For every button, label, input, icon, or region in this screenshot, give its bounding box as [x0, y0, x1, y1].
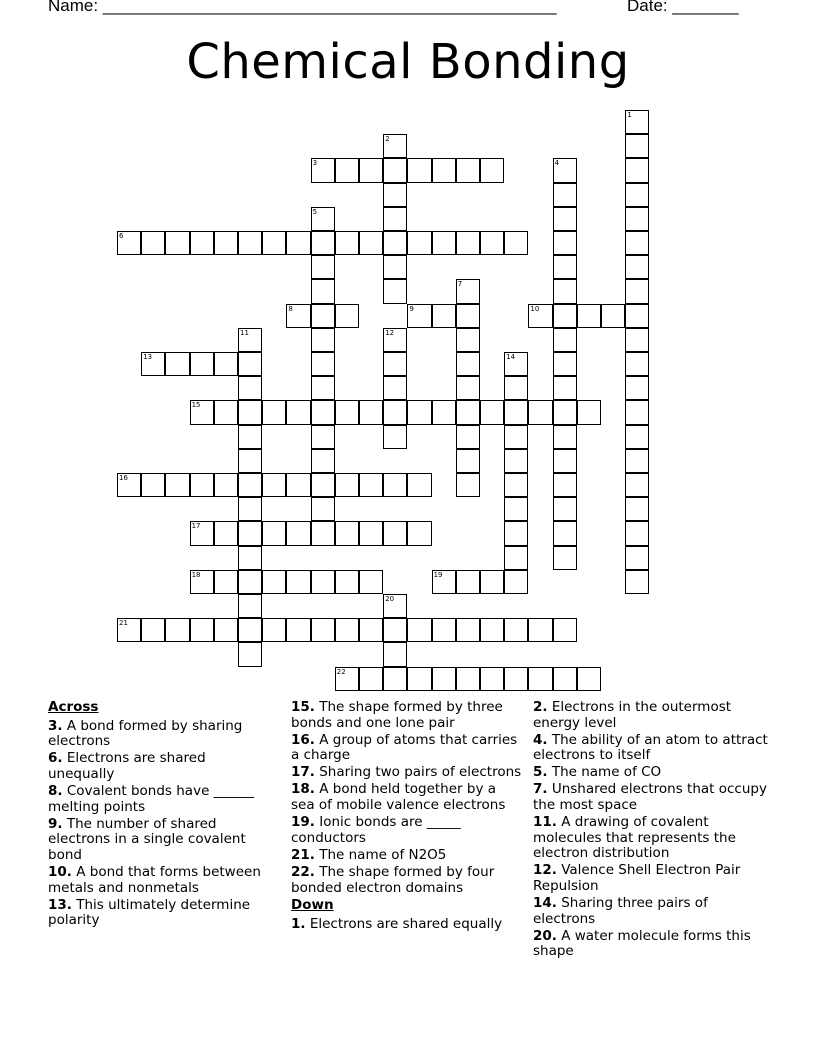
- crossword-cell[interactable]: [480, 158, 504, 182]
- crossword-cell[interactable]: [359, 158, 383, 182]
- crossword-cell[interactable]: [432, 618, 456, 642]
- crossword-cell[interactable]: [383, 255, 407, 279]
- crossword-cell[interactable]: [359, 473, 383, 497]
- crossword-cell[interactable]: [456, 570, 480, 594]
- crossword-cell[interactable]: [383, 328, 407, 352]
- crossword-cell[interactable]: [456, 400, 480, 424]
- crossword-cell[interactable]: [262, 521, 286, 545]
- crossword-cell[interactable]: [190, 352, 214, 376]
- crossword-cell[interactable]: [456, 279, 480, 303]
- crossword-cell[interactable]: [625, 231, 649, 255]
- clue-number: 10.: [48, 863, 72, 880]
- crossword-cell[interactable]: [262, 618, 286, 642]
- crossword-cell[interactable]: [407, 667, 431, 691]
- crossword-cell[interactable]: [553, 473, 577, 497]
- clue-number-label: 7: [457, 280, 463, 289]
- crossword-cell[interactable]: [190, 400, 214, 424]
- crossword-cell[interactable]: [625, 425, 649, 449]
- crossword-cell[interactable]: [359, 667, 383, 691]
- crossword-cell[interactable]: [456, 231, 480, 255]
- crossword-cell[interactable]: [262, 473, 286, 497]
- crossword-cell[interactable]: [528, 667, 552, 691]
- crossword-cell[interactable]: [553, 618, 577, 642]
- crossword-cell[interactable]: [432, 158, 456, 182]
- clue-across-8: [48, 784, 274, 815]
- crossword-cell[interactable]: [577, 400, 601, 424]
- crossword-cell[interactable]: [311, 497, 335, 521]
- crossword-cell[interactable]: [504, 521, 528, 545]
- clue-across-15: [291, 700, 523, 731]
- crossword-cell[interactable]: [117, 473, 141, 497]
- clue-number: 18.: [291, 781, 315, 798]
- crossword-cell[interactable]: [286, 231, 310, 255]
- crossword-cell[interactable]: [311, 207, 335, 231]
- crossword-cell[interactable]: [335, 618, 359, 642]
- crossword-cell[interactable]: [625, 449, 649, 473]
- crossword-cell[interactable]: [553, 183, 577, 207]
- clue-number-label: 16: [119, 474, 128, 482]
- crossword-cell[interactable]: [456, 667, 480, 691]
- crossword-cell[interactable]: [383, 207, 407, 231]
- clue-number: 15.: [291, 699, 315, 715]
- crossword-cell[interactable]: [383, 473, 407, 497]
- crossword-cell[interactable]: [311, 352, 335, 376]
- clue-number: 20.: [533, 927, 557, 944]
- crossword-cell[interactable]: [407, 473, 431, 497]
- crossword-cell[interactable]: [286, 618, 310, 642]
- crossword-cell[interactable]: [432, 231, 456, 255]
- clue-text: Unshared electrons that occupy the most space: [533, 781, 767, 814]
- clue-text: Electrons are shared unequally: [48, 750, 206, 782]
- crossword-cell[interactable]: [214, 473, 238, 497]
- crossword-cell[interactable]: [407, 521, 431, 545]
- clue-text: Sharing two pairs of electrons: [319, 764, 522, 781]
- crossword-cell[interactable]: [553, 400, 577, 424]
- crossword-cell[interactable]: [335, 231, 359, 255]
- crossword-cell[interactable]: [359, 400, 383, 424]
- crossword-cell[interactable]: [601, 304, 625, 328]
- crossword-cell[interactable]: [238, 570, 262, 594]
- clue-across-13: [48, 898, 274, 929]
- crossword-cell[interactable]: [625, 473, 649, 497]
- crossword-cell[interactable]: [625, 570, 649, 594]
- crossword-cell[interactable]: [625, 134, 649, 158]
- crossword-cell[interactable]: [311, 449, 335, 473]
- crossword-cell[interactable]: [577, 667, 601, 691]
- crossword-cell[interactable]: [214, 231, 238, 255]
- crossword-cell[interactable]: [456, 425, 480, 449]
- crossword-cell[interactable]: [625, 207, 649, 231]
- clue-number-label: 10: [530, 304, 540, 313]
- crossword-cell[interactable]: [286, 400, 310, 424]
- crossword-cell[interactable]: [335, 667, 359, 691]
- crossword-cell[interactable]: [625, 158, 649, 182]
- crossword-cell[interactable]: [407, 304, 431, 328]
- crossword-cell[interactable]: [335, 304, 359, 328]
- crossword-cell[interactable]: [311, 400, 335, 424]
- clue-number: 11.: [533, 814, 557, 831]
- crossword-cell[interactable]: [190, 570, 214, 594]
- clue-text: The number of shared electrons in a single covalent bond: [48, 815, 246, 863]
- clue-number: 1.: [291, 915, 306, 932]
- crossword-cell[interactable]: [407, 618, 431, 642]
- crossword-cell[interactable]: [383, 521, 407, 545]
- clue-across-18: [291, 782, 523, 813]
- crossword-cell[interactable]: [141, 231, 165, 255]
- clue-text: Covalent bonds have ______ melting points: [48, 782, 255, 815]
- crossword-cell[interactable]: [214, 352, 238, 376]
- crossword-cell[interactable]: [456, 352, 480, 376]
- clue-number: 21.: [291, 846, 315, 863]
- crossword-cell[interactable]: [528, 618, 552, 642]
- crossword-cell[interactable]: [311, 231, 335, 255]
- clue-number-label: 1: [627, 111, 632, 119]
- clue-number: 8.: [48, 782, 63, 799]
- crossword-cell[interactable]: [238, 497, 262, 521]
- crossword-cell[interactable]: [286, 521, 310, 545]
- clue-number: 7.: [533, 781, 548, 798]
- crossword-cell[interactable]: [190, 473, 214, 497]
- clue-number-label: 8: [288, 304, 293, 313]
- crossword-cell[interactable]: [335, 400, 359, 424]
- crossword-cell[interactable]: [625, 183, 649, 207]
- crossword-cell[interactable]: [553, 521, 577, 545]
- clue-number-label: 12: [385, 328, 395, 337]
- crossword-cell[interactable]: [238, 425, 262, 449]
- clue-number: 9.: [48, 815, 63, 832]
- crossword-cell[interactable]: [311, 158, 335, 182]
- crossword-cell[interactable]: [504, 570, 528, 594]
- clue-text: This ultimately determine polarity: [48, 896, 251, 929]
- crossword-cell[interactable]: [553, 231, 577, 255]
- crossword-cell[interactable]: [335, 570, 359, 594]
- crossword-cell[interactable]: [553, 328, 577, 352]
- crossword-cell[interactable]: [383, 352, 407, 376]
- crossword-cell[interactable]: [359, 521, 383, 545]
- clue-text: Valence Shell Electron Pair Repulsion: [533, 862, 741, 895]
- crossword-cell[interactable]: [504, 473, 528, 497]
- crossword-cell[interactable]: [238, 231, 262, 255]
- crossword-cell[interactable]: [504, 497, 528, 521]
- clue-number-label: 4: [554, 159, 560, 168]
- crossword-cell[interactable]: [238, 449, 262, 473]
- crossword-cell[interactable]: [214, 521, 238, 545]
- crossword-cell[interactable]: [190, 618, 214, 642]
- crossword-cell[interactable]: [577, 304, 601, 328]
- clue-number: 22.: [291, 863, 315, 880]
- clue-number-label: 18: [191, 570, 201, 579]
- crossword-cell[interactable]: [456, 376, 480, 400]
- down-heading: Down: [291, 897, 334, 914]
- crossword-cell[interactable]: [238, 352, 262, 376]
- clue-number: 19.: [291, 814, 315, 831]
- clue-down-11: [533, 815, 768, 862]
- clue-text: A bond held together by a sea of mobile valence electrons: [291, 781, 506, 814]
- crossword-cell[interactable]: [238, 618, 262, 642]
- crossword-cell[interactable]: [504, 425, 528, 449]
- crossword-cell[interactable]: [359, 570, 383, 594]
- clues-column-3: [533, 700, 768, 962]
- crossword-cell[interactable]: [504, 449, 528, 473]
- clue-number: 2.: [533, 699, 548, 715]
- crossword-cell[interactable]: [528, 304, 552, 328]
- crossword-cell[interactable]: [335, 473, 359, 497]
- crossword-cell[interactable]: [625, 279, 649, 303]
- crossword-cell[interactable]: [238, 594, 262, 618]
- page-title: Chemical Bonding: [186, 34, 630, 90]
- clue-number: 4.: [533, 731, 548, 748]
- crossword-cell[interactable]: [165, 352, 189, 376]
- crossword-cell[interactable]: [456, 328, 480, 352]
- crossword-cell[interactable]: [432, 400, 456, 424]
- clue-number: 14.: [533, 895, 557, 912]
- clue-number-label: 13: [143, 353, 153, 361]
- crossword-cell[interactable]: [238, 546, 262, 570]
- crossword-cell[interactable]: [311, 304, 335, 328]
- clue-text: A water molecule forms this shape: [533, 927, 751, 960]
- crossword-cell[interactable]: [238, 328, 262, 352]
- clue-number-label: 2: [385, 135, 390, 144]
- clue-down-1: [291, 917, 523, 933]
- crossword-cell[interactable]: [553, 449, 577, 473]
- crossword-cell[interactable]: [504, 231, 528, 255]
- crossword-cell[interactable]: [165, 473, 189, 497]
- crossword-cell[interactable]: [432, 570, 456, 594]
- crossword-cell[interactable]: [262, 231, 286, 255]
- crossword-cell[interactable]: [311, 521, 335, 545]
- crossword-cell[interactable]: [238, 473, 262, 497]
- crossword-cell[interactable]: [141, 473, 165, 497]
- clue-number: 17.: [291, 764, 315, 781]
- clue-number-label: 11: [240, 328, 249, 337]
- clue-text: A bond formed by sharing electrons: [48, 717, 243, 750]
- clue-text: A group of atoms that carries a charge: [291, 731, 518, 764]
- crossword-cell[interactable]: [456, 618, 480, 642]
- crossword-cell[interactable]: [432, 667, 456, 691]
- crossword-cell[interactable]: [553, 304, 577, 328]
- clue-down-4: [533, 733, 768, 764]
- crossword-cell[interactable]: [383, 158, 407, 182]
- clue-number-label: 3: [312, 159, 318, 168]
- crossword-cell[interactable]: [625, 328, 649, 352]
- clue-number: 3.: [48, 717, 63, 734]
- clue-number: 5.: [533, 764, 548, 781]
- crossword-cell[interactable]: [311, 618, 335, 642]
- crossword-cell[interactable]: [311, 255, 335, 279]
- crossword-cell[interactable]: [504, 667, 528, 691]
- crossword-cell[interactable]: [238, 521, 262, 545]
- clue-text: Ionic bonds are _____ conductors: [291, 814, 461, 846]
- crossword-cell[interactable]: [359, 618, 383, 642]
- crossword-cell[interactable]: [553, 279, 577, 303]
- crossword-cell[interactable]: [480, 570, 504, 594]
- crossword-cell[interactable]: [311, 376, 335, 400]
- crossword-cell[interactable]: [625, 400, 649, 424]
- clue-text: The shape formed by four bonded electron domains: [291, 863, 495, 896]
- crossword-cell[interactable]: [553, 352, 577, 376]
- crossword-cell[interactable]: [165, 231, 189, 255]
- crossword-cell[interactable]: [480, 667, 504, 691]
- crossword-cell[interactable]: [383, 425, 407, 449]
- clue-across-19: [291, 815, 523, 846]
- crossword-cell[interactable]: [286, 304, 310, 328]
- clue-number-label: 21: [119, 619, 128, 628]
- clue-text: Electrons are shared equally: [309, 915, 503, 932]
- crossword-cell[interactable]: [383, 667, 407, 691]
- crossword-cell[interactable]: [311, 279, 335, 303]
- crossword-cell[interactable]: [625, 521, 649, 545]
- crossword-cell[interactable]: [625, 376, 649, 400]
- clue-number-label: 15: [191, 401, 201, 410]
- crossword-cell[interactable]: [504, 352, 528, 376]
- crossword-cell[interactable]: [262, 400, 286, 424]
- crossword-cell[interactable]: [553, 376, 577, 400]
- crossword-cell[interactable]: [504, 618, 528, 642]
- crossword-cell[interactable]: [456, 304, 480, 328]
- crossword-cell[interactable]: [625, 546, 649, 570]
- crossword-cell[interactable]: [141, 352, 165, 376]
- clue-text: The ability of an atom to attract electrons to itself: [533, 731, 768, 764]
- clues-column-1: [48, 700, 274, 930]
- crossword-cell[interactable]: [214, 618, 238, 642]
- crossword-cell[interactable]: [262, 570, 286, 594]
- clue-across-9: [48, 817, 274, 864]
- clue-across-16: [291, 733, 523, 764]
- crossword-cell[interactable]: [625, 255, 649, 279]
- crossword-cell[interactable]: [480, 231, 504, 255]
- clue-number: 16.: [291, 731, 315, 748]
- clue-across-10: [48, 865, 274, 896]
- clue-across-6: [48, 751, 274, 782]
- name-field[interactable]: Name: ________________________________________________: [48, 0, 557, 15]
- clue-number-label: 14: [506, 353, 516, 361]
- crossword-cell[interactable]: [456, 473, 480, 497]
- crossword-cell[interactable]: [238, 400, 262, 424]
- crossword-cell[interactable]: [286, 570, 310, 594]
- crossword-cell[interactable]: [190, 231, 214, 255]
- crossword-cell[interactable]: [553, 497, 577, 521]
- clue-down-14: [533, 896, 768, 927]
- crossword-cell[interactable]: [553, 546, 577, 570]
- crossword-cell[interactable]: [383, 400, 407, 424]
- crossword-cell[interactable]: [238, 376, 262, 400]
- crossword-cell[interactable]: [407, 400, 431, 424]
- clue-number-label: 22: [336, 667, 346, 676]
- clue-number-label: 9: [409, 304, 414, 313]
- crossword-cell[interactable]: [480, 400, 504, 424]
- clue-down-12: [533, 863, 768, 894]
- clue-text: The name of CO: [551, 764, 662, 781]
- crossword-cell[interactable]: [553, 255, 577, 279]
- clue-text: The name of N2O5: [319, 846, 447, 863]
- crossword-cell[interactable]: [383, 376, 407, 400]
- clue-number-label: 19: [433, 570, 443, 579]
- crossword-cell[interactable]: [335, 521, 359, 545]
- clue-number-label: 6: [119, 232, 124, 240]
- date-field[interactable]: Date: _______: [627, 0, 739, 15]
- crossword-cell[interactable]: [214, 570, 238, 594]
- crossword-cell[interactable]: [286, 473, 310, 497]
- crossword-cell[interactable]: [383, 231, 407, 255]
- crossword-cell[interactable]: [625, 110, 649, 134]
- crossword-cell[interactable]: [407, 158, 431, 182]
- clue-across-3: [48, 719, 274, 750]
- clue-number: 13.: [48, 896, 72, 913]
- clues-column-2: [291, 700, 523, 934]
- crossword-cell[interactable]: [190, 521, 214, 545]
- clue-text: A bond that forms between metals and nonmetals: [48, 863, 261, 896]
- crossword-cell[interactable]: [625, 304, 649, 328]
- clue-down-2: [533, 700, 768, 731]
- clue-number: 6.: [48, 750, 63, 767]
- crossword-cell[interactable]: [311, 425, 335, 449]
- crossword-cell[interactable]: [456, 158, 480, 182]
- clue-text: The shape formed by three bonds and one lone pair: [291, 699, 503, 731]
- crossword-cell[interactable]: [553, 667, 577, 691]
- crossword-cell[interactable]: [480, 618, 504, 642]
- clue-down-20: [533, 929, 768, 960]
- crossword-cell[interactable]: [553, 425, 577, 449]
- crossword-cell[interactable]: [335, 158, 359, 182]
- crossword-cell[interactable]: [432, 304, 456, 328]
- crossword-cell[interactable]: [383, 134, 407, 158]
- crossword-cell[interactable]: [504, 546, 528, 570]
- crossword-cell[interactable]: [383, 642, 407, 666]
- clue-number-label: 5: [312, 207, 318, 216]
- crossword-cell[interactable]: [141, 618, 165, 642]
- crossword-cell[interactable]: [625, 352, 649, 376]
- crossword-cell[interactable]: [625, 497, 649, 521]
- crossword-cell[interactable]: [383, 594, 407, 618]
- clue-across-21: [291, 848, 523, 864]
- crossword-cell[interactable]: [383, 618, 407, 642]
- clue-across-17: [291, 765, 523, 781]
- crossword-cell[interactable]: [117, 231, 141, 255]
- clue-text: Electrons in the outermost energy level: [533, 699, 732, 731]
- clue-down-5: [533, 765, 768, 781]
- crossword-cell[interactable]: [165, 618, 189, 642]
- crossword-cell[interactable]: [117, 618, 141, 642]
- crossword-cell[interactable]: [504, 400, 528, 424]
- clue-text: A drawing of covalent molecules that represents the electron distribution: [533, 814, 736, 862]
- crossword-cell[interactable]: [359, 231, 383, 255]
- clue-down-7: [533, 782, 768, 813]
- clue-text: Sharing three pairs of electrons: [533, 895, 708, 927]
- crossword-cell[interactable]: [238, 642, 262, 666]
- crossword-cell[interactable]: [553, 207, 577, 231]
- crossword-cell[interactable]: [456, 449, 480, 473]
- crossword-cell[interactable]: [311, 328, 335, 352]
- crossword-cell[interactable]: [504, 376, 528, 400]
- crossword-cell[interactable]: [311, 570, 335, 594]
- clue-number: 12.: [533, 862, 557, 879]
- clue-across-22: [291, 865, 523, 896]
- crossword-cell[interactable]: [407, 231, 431, 255]
- crossword-cell[interactable]: [311, 473, 335, 497]
- crossword-cell[interactable]: [214, 400, 238, 424]
- across-heading: Across: [48, 699, 99, 715]
- crossword-cell[interactable]: [553, 158, 577, 182]
- crossword-cell[interactable]: [383, 279, 407, 303]
- crossword-cell[interactable]: [383, 183, 407, 207]
- crossword-cell[interactable]: [528, 400, 552, 424]
- clue-number-label: 17: [191, 522, 201, 531]
- clue-number-label: 20: [385, 595, 395, 603]
